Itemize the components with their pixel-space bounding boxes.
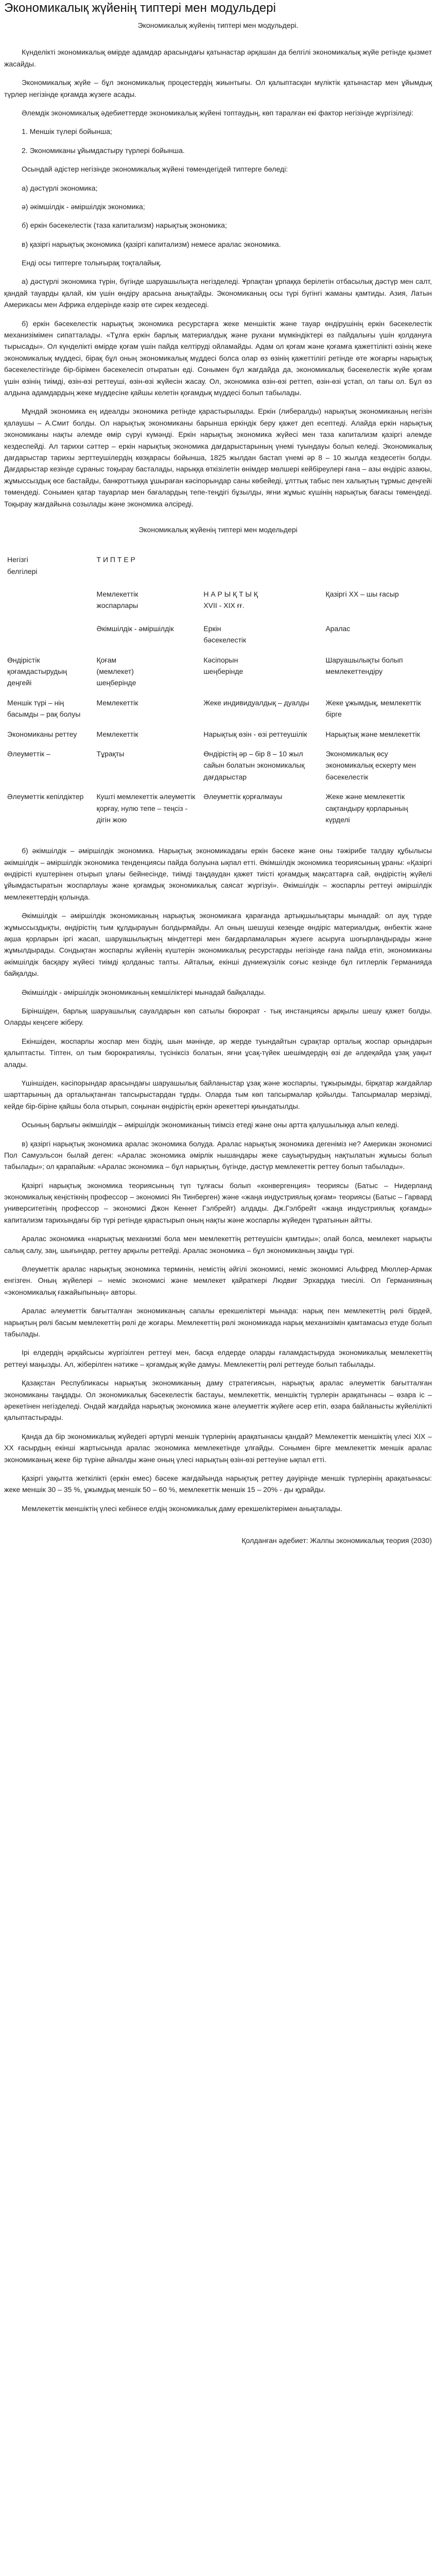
paragraph: Қанда да бір экономикалық жүйедегі әртүрлі меншік түрлерінің арақатынасы қандай? Мемлекеттік меншіктің үлесі XIX – XX ғасырдың екінші жартысында аралас экономика мемлекетінде ұлғайды. Сонымен бірге мемлекеттік меншік аралас экономиканың жеке бір түріне айналды және оның үлесі нарықтың өзін-өзі реттеуіне ықпал етті.	[4, 1432, 432, 1464]
table-subheader-cell: Мемлекеттік жоспарлары	[96, 590, 138, 610]
table-cell: Әлеуметтік кепілдіктер	[7, 792, 84, 801]
table-header-cell	[200, 550, 322, 584]
paragraph: а) дәстүрлі экономика;	[22, 183, 98, 192]
paragraph: Экономикалық жүйе – бұл экономикалық процестердің жиынтығы. Ол қалыптасқан мүліктік қатынастар мен ұйымдық түрлер негізінде қоғамда жүзеге асады.	[4, 78, 432, 98]
table-cell: Кушті мемлекеттік әлеуметтік қорғау, нулю тепе – теңсіз - дігін жою	[96, 792, 196, 824]
paragraph: Осының барлығы әкімшілдік – әміршілдік экономиканың тиімсіз етеді және оны артта қалушылыққа алып келеді.	[22, 1121, 399, 1129]
table-row	[4, 787, 432, 829]
table-cell: Өндірістің әр – бір 8 – 10 жыл сайын болатын экономикалық дағдарыстар	[203, 749, 305, 781]
table-cell: Нарықтық және мемлекеттік	[325, 730, 421, 738]
paragraph: Әкімшілдік - әміршілдік экономиканың кемшіліктері мынадай байқалады.	[22, 988, 266, 996]
table-cell: Әлеуметтік –	[7, 749, 50, 758]
table-cell: Еркін бәсекелестік	[203, 624, 247, 645]
paragraph: а) дәстүрлі экономика түрін, бүгінде шаруашылықта негізделеді. Ұрпақтан ұрпаққа берілетін отбасылық дәстүр мен салт, қандай тауарды қалай, кім үшін өндіру арасына анықтайды. Экономиканың осы түрі бүгінгі жаманы қамтиды. Азия, Латын Америкасы мен Африка елдерінде кәзір өте сирек кездеседі.	[4, 277, 432, 309]
table-cell: Жеке ұжымдық, мемлекеттік бірге	[325, 698, 421, 719]
table-title: Экономикалық жүйенің типтері мен модельдері	[138, 525, 298, 534]
paragraph: Енді осы типтерге толығырақ тоқталайық.	[22, 259, 162, 267]
table-cell: Шаруашылықты болып мемлекеттендіру	[325, 655, 403, 676]
paragraph: Аралас экономика «нарықтық механизмі бола мен мемлекеттің реттеушісін қамтиды»; олай болса, мемлекет нарықты салық салу, заң, шығындар, реттеу арқылы реттейді. Аралас экономика – бұл экономиканың заңды түрі.	[4, 1234, 432, 1255]
paragraph: в) қазіргі нарықтық экономика аралас экономика болуда. Аралас нарықтық экономика дегеніміз не? Американ экономисі Пол Самуэльсон былай деген: «Аралас экономика әмірлік нышандары жеке сауықтырудың нақтылатын жұмысы болып табылады»; ол қарапайым: «Аралас экономика – бұл нарықтың, бүгінде, дәстүр мемлекеттік реттеу болып табылады».	[4, 1139, 432, 1171]
paragraph: Әлемдік экономикалық әдебиеттерде экономикалық жүйені топтаудың, көп таралған екі фактор негізінде жүргізіледі:	[22, 108, 414, 117]
table-header-cell	[322, 550, 432, 584]
paragraph: Мемлекеттік меншіктің үлесі кебінесе елдің экономикалық даму ерекшеліктерімен анықталады.	[22, 1504, 342, 1513]
paragraph: Қазіргі уақытта жеткілікті (еркін емес) бәсеке жағдайында нарықтық реттеу дәуірінде меншік түрлерінің арақатынасы: жеке меншік 30 – 35 %, ұжымдық меншік 50 – 60 %, мемлекеттік меншік 15 – 20% - ды құрайды.	[4, 1473, 432, 1494]
paragraph: в) қазіргі нарықтық экономика (қазіргі капитализм) немесе аралас экономика.	[22, 240, 281, 248]
table-subheader-cell: Н А Р Ы Қ Т Ы Қ XVII - XIX ғғ.	[203, 590, 258, 610]
table-subheader-row	[4, 584, 432, 619]
table-cell: Нарықтық өзін - өзі реттеушілік	[203, 730, 307, 738]
table-cell	[4, 619, 94, 650]
table-row	[4, 724, 432, 744]
economic-models-table	[4, 550, 432, 829]
paragraph: б) әкімшілдік – әміршілдік экономика. Нарықтық экономикадағы еркін бәсеке және оны тәжірибе талдау құбылысы әкімшілдік – әміршілдік экономика тенденциясы пайда болуына ықпал етті. Әкімшілдік экономика теориясының ұраны: «Қазіргі өндірісті күштерінен отырып ұлағы бейнесінде, тиімді таңдаудан қажет тиісті қоғамдық мақсаттарға сай, өндірістің жүйелі ұйымдастыратын жоспарлауы және қоғамдық экономикалық саясат жүргізуі». Әкімшілдік – жоспарлы реттеуі әміршілдік мемлекеттердің қолында.	[4, 846, 432, 901]
paragraph: Қазіргі нарықтық экономика теориясының түп тұлғасы болып «конвергенция» теориясы (Батыс – Нидерланд экономикалық кеңістікнің профессор – экономисі Ян Тинберген) және «жаңа индустриялық қоғам» теориясы (Батыс – Гарвард университетінің профессор – экономисі Джон Кеннет Гэлбрейт) алдады. Дж.Гэлбрейт «жаңа индустриялық қоғамды» капитализм тарихындағы бір түрі ретінде қарастырып оның нақты және жоспарлы жүйеден тұратынын айтты.	[4, 1181, 432, 1224]
paragraph: 1. Меншік түлері бойынша;	[22, 127, 112, 136]
table-cell: Әлеуметтік қорғалмауы	[203, 792, 283, 801]
table-cell: Меншік түрі – нің басымды – рақ болуы	[7, 698, 81, 719]
paragraph: Аралас әлеуметтік бағытталған экономиканың сапалы ерекшеліктері мынада: нарық пен мемлекеттің рөлі бірдей, нарықтың рөлі басым мемлекеттің рөлі де жоғары. Мемлекеттің рөлі экономикада нарық механизімін қамтамасыз етуде болып табылады.	[4, 1307, 432, 1338]
table-cell: Аралас	[325, 624, 351, 633]
table-row	[4, 619, 432, 650]
table-cell: Жеке индивидуалдық – дуалды	[203, 698, 309, 707]
paragraph: б) еркін бәсекелестік нарықтық экономика ресурстарға жеке меншіктік және тауар өндірушінің еркін бәсекелестік механизімімен сипатталады. «Тұлға еркін барлық материалдық және рухани мүмкіндіктері өз пайдалығы үшін қолдануға тырысады». Ол күнделікті өмірде қоғам үшін пайда келтіруді ойламайды. Адам ол қоғам және қоғамға қажеттілікті өзінің жеке экономикалық мүддесі, бірақ бұл оның экономикалық мүддесі болса олар өз өзінің қажеттілігі ретінде өте жоғарғы нарықтық бәсекелестігінде бір-бірімен бәсекелесіп отыратын еді. Сонымен бұл жағдайда да, экономикалық бәсекелестік жүйе қоғам үшін өзінің тиімді, өзін-өзі реттеуші, өзін-өзі жүйесін жасау. Ол, экономика өзін-өзі реттеп, өзін-өзі ұстап, ол тағы ол. Бұл өз алдына адамдардың жеке мүддесіне қайшы келетін қоғамдық мүддесі болып табылады.	[4, 319, 432, 397]
paragraph: Екіншіден, жоспарлы жоспар мен біздің, шын мәнінде, әр жерде туындайтын сұрақтар орталық жоспар орындарын қалыптасты. Тіптен, ол тым бюрократиялы, түсініксіз болатын, яғни ұсақ-түйек шешімдердің өзі де әлдеқайда ұзақ уақыт алады.	[4, 1037, 432, 1069]
section-intro	[4, 46, 432, 510]
table-cell: Кәсіпорын шеңберінде	[203, 655, 243, 676]
table-cell: Мемлекеттік	[96, 698, 138, 707]
paragraph: 2. Экономиканы ұйымдастыру түрлері бойынша.	[22, 146, 185, 155]
table-cell: Экономиканы реттеу	[7, 730, 77, 738]
page-subtitle: Экономикалық жүйенің типтері мен модульдері.	[137, 21, 299, 29]
paragraph: Мұндай экономика ең идеалды экономика ретінде қарастырылады. Еркін (либералды) нарықтық экономиканың негізін қалаушы – А.Смит болды. Ол нарықтық экономиканы барынша еркіндік беру қажет деп есептеді. Алайда еркін нарықтық экономиканы нақты әлемде өмір сүруі күмәнді. Еркін нарықтық экономика жүйесі мен таза капитализм қазіргі әлемде кездеспейді. Ал тарихи сәттер – еркін нарықтық экономика дағдарыстарының үнемі туындауы болып келеді. Экономикалық дағдарыстар тарихы зерттеушілердің көзқарасы бойынша, 1825 жылдан бастап үнемі әр 8 – 10 жылда кездесетін болды. Дағдарыстар кезінде сұраныс тоқырау басталады, нарыққа өткізілетін өнімдер мөлшері кейбіреулері ғана – азы өндіріс азаюы, жұмыссыздық өсе бастайды, банкроттыққа ұшыраған кәсіпорындар саны көбейеді, ұлттық табыс пен халықтың тұрмыс деңгейі төмендеді. Сонымен қатар тауарлар мен бағалардың тепе-теңдігі бұзылды, яғни жұмыс күшінің нарықтық бағасы төмендеді. Тоқырау жағдайына созылады және экономика әлсіреді.	[4, 407, 432, 508]
table-header-cell: Т И П Т Е Р	[96, 555, 135, 564]
table-row	[4, 650, 432, 693]
paragraph: Үшіншіден, кәсіпорындар арасындағы шаруашылық байланыстар ұзақ және жоспарлы, тұжырымды, бірқатар жағдайлар шарттарының да орталықтанған тапсырыстардан тұрды. Оларда тым көп тапсырмалар қойылды. Тапсырмалар мерзімді, кейде бір-біріне қайшы бола отырып, соңынан өндірістің еркін әрекеттері қиындатылды.	[4, 1078, 432, 1110]
references-footer: Қолданған әдебиет: Жалпы экономикалық теория (2030)	[241, 1536, 432, 1545]
table-cell: Экономикалық өсу экономикалық ескерту мен бәсекелестік	[325, 749, 416, 781]
paragraph: Осындай әдістер негізінде экономикалық жүйені төмендегідей типтерге бөледі:	[22, 165, 288, 174]
paragraph: Ірі елдердің әрқайсысы жүргізілген реттеуі мен, басқа елдерде оларды ғаламдастыруда экономикалық мемлекеттің реттеуі маңызды. Ал, жіберілген нәтиже – қоғамдық жүйе дамуы. Мемлекеттің рөлі реттеуде болып табылады.	[4, 1348, 432, 1368]
table-cell: Әкімшілдік - әміршілдік	[96, 624, 174, 633]
page-title: Экономикалық жүйенің типтері мен модульдері	[4, 1, 276, 15]
table-cell: Тұрақты	[96, 749, 125, 758]
table-row	[4, 744, 432, 787]
table-cell: Қоғам (мемлекет) шеңберінде	[96, 655, 136, 687]
paragraph: ә) әкімшілдік - әміршілдік экономика;	[22, 202, 145, 211]
section-body	[4, 845, 432, 1514]
table-cell: Жеке және мемлекеттік сақтандыру қорларының күрделі	[325, 792, 408, 824]
paragraph: Әкімшілдік – әміршілдік экономиканың нарықтық экономикаға қарағанда артықшылықтары мынадай: ол ауқ түрде жұмыссыздықты, өндірістің тым құлдырауын болдырмайды. Ал оның шешуші кезеңде өндіріс материалдық, өнбектік және ақша қорларын іргі жасап, шаруашылықтың міндеттері мен бағдарламаларын жүзеге асыруға шоғырландырады және жұмылдырады. Сондықтан жоспарлы жүйенің күштерін экономикалық ресурстарды негізінде ғана пайда етіп, экономиканы әкімшілдік басқару жүйесі тиімді қолданыс тапты. Айталық, екінші дүниежүзілік соғыс кезінде бұл гитлерлік Германияда байқалды.	[4, 911, 432, 978]
table-subheader-cell: Қазіргі ХХ – шы ғасыр	[325, 590, 399, 599]
table-cell: Өндірістік қоғамдастырудың деңгейі	[7, 655, 67, 687]
paragraph: Қазақстан Республикасы нарықтық экономиканың даму стратегиясын, нарықтық аралас әлеуметтік бағытталған экономиканы таңдады. Ол экономикалық бәсекелестік бастауы, мемлекеттік, меншіктің түрлерін арақатынасы – өзара іс – әрекетінен негізделеді. Ондай жағдайда нарықтық экономика және әлеуметтік жүйеге әсер етіп, өзара байланысты жүйелілікті қалыптастырады.	[4, 1379, 432, 1422]
table-header-row	[4, 550, 432, 584]
paragraph: Әлеуметтік аралас нарықтық экономика терминін, немістің әйгілі экономисі, неміс экономисі Альфред Мюллер-Армак енгізген. Оның жүйелері – неміс экономисі және мемлекет қайраткері Людвиг Эрхардқа тиесілі. Ол Германияның «экономикалық ғажайыпының» авторы.	[4, 1265, 432, 1296]
paragraph: Күнделікті экономикалық өмірде адамдар арасындағы қатынастар әрқашан да белгілі экономикалық жүйе ретінде қызмет жасайды.	[4, 48, 432, 68]
table-cell: Мемлекеттік	[96, 730, 138, 738]
table-header-cell: Негізгі белгілері	[7, 555, 38, 575]
paragraph: Біріншіден, барлық шаруашылық сауалдарын көп сатылы бюрократ - тық инстанциясы арқылы шешу қажет болды. Оларды кеңсеге жіберу.	[4, 1007, 432, 1027]
paragraph: б) еркін бәсекелестік (таза капитализм) нарықтық экономика;	[22, 221, 227, 230]
table-subheader-cell	[4, 584, 94, 619]
table-row	[4, 693, 432, 724]
